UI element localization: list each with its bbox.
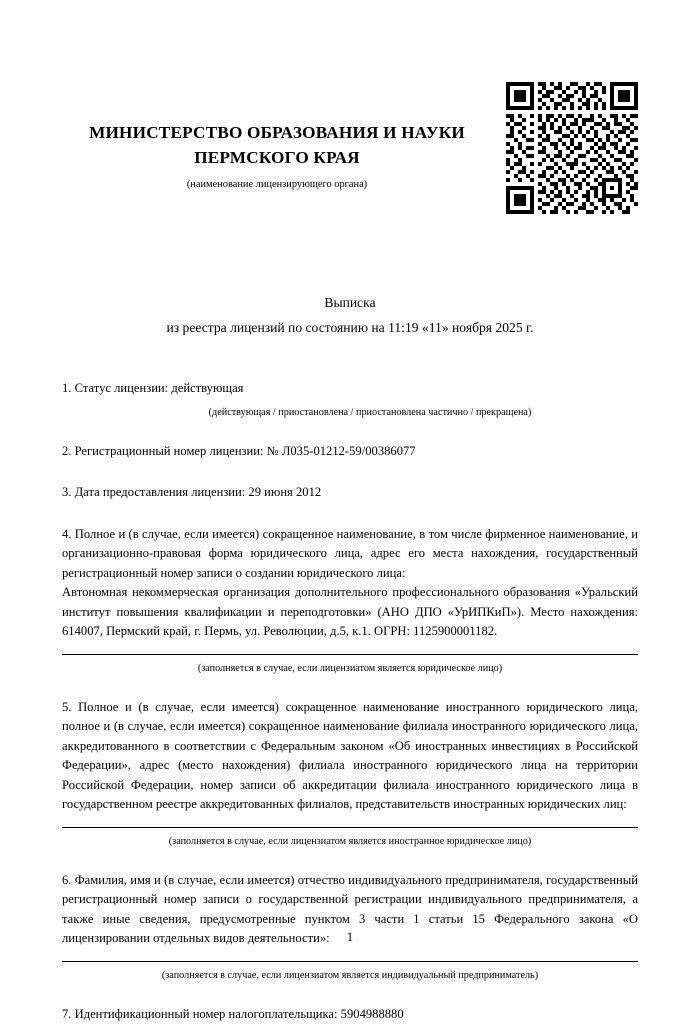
item-5-divider xyxy=(62,827,638,828)
title-line2: из реестра лицензий по состоянию на 11:19 «11» ноября 2025 г. xyxy=(62,317,638,339)
page-number: 1 xyxy=(0,930,700,945)
item-1-note: (действующая / приостановлена / приостановлена частично / прекращена) xyxy=(62,406,638,420)
item-3-label: 3. Дата предоставления лицензии: 29 июня 2012 xyxy=(62,483,638,503)
item-4-label: 4. Полное и (в случае, если имеется) сокращенное наименование, в том числе фирменное наименование, и организационно-правовая форма юридического лица, адрес его места нахождения, государственный регистрационный номер записи о создании юридического лица: xyxy=(62,525,638,584)
item-5-note: (заполняется в случае, если лицензиатом является иностранное юридическое лицо) xyxy=(62,835,638,849)
item-registration-number xyxy=(62,442,638,462)
item-5-label: 5. Полное и (в случае, если имеется) сокращенное наименование иностранного юридического лица, полное и (в случае, если имеется) сокращенное наименование филиала иностранного юридического лица, аккредитованного в соответствии с Федеральным законом «Об иностранных инвестициях в Российской Федерации», адрес (место нахождения) филиала иностранного юридического лица на территории Российской Федерации, номер записи об аккредитации филиала иностранного юридического лица в государственном реестре аккредитованных филиалов, представительств иностранных юридических лиц: xyxy=(62,698,638,815)
item-6-divider xyxy=(62,961,638,962)
document-title xyxy=(62,292,638,339)
item-taxpayer-number xyxy=(62,1005,638,1024)
item-individual-entrepreneur xyxy=(62,871,638,983)
item-legal-entity-name xyxy=(62,525,638,676)
licensing-authority-note: (наименование лицензирующего органа) xyxy=(62,178,492,192)
qr-code-icon xyxy=(506,82,638,214)
document-header xyxy=(62,0,492,192)
item-6-label: 6. Фамилия, имя и (в случае, если имеется) отчество индивидуального предпринимателя, государственный регистрационный номер записи о государственной регистрации индивидуального предпринимателя, а также иные сведения, предусмотренные пунктом 3 части 1 статьи 15 Федерального закона «О лицензировании отдельных видов деятельности»: xyxy=(62,871,638,949)
item-4-value: Автономная некоммерческая организация дополнительного профессионального образования «Уральский институт повышения квалификации и переподготовки» (АНО ДПО «УрИПКиП»). Место нахождения: 614007, Пермский край, г. Пермь, ул. Революции, д.5, к.1. ОГРН: 1125900001182. xyxy=(62,583,638,642)
item-license-status xyxy=(62,379,638,420)
item-foreign-entity xyxy=(62,698,638,849)
ministry-name-line2: ПЕРМСКОГО КРАЯ xyxy=(62,145,492,170)
item-4-divider xyxy=(62,654,638,655)
item-license-date xyxy=(62,483,638,503)
item-7-label: 7. Идентификационный номер налогоплательщика: 5904988880 xyxy=(62,1005,638,1024)
item-6-note: (заполняется в случае, если лицензиатом является индивидуальный предприниматель) xyxy=(62,969,638,983)
item-1-label: 1. Статус лицензии: действующая xyxy=(62,379,638,399)
item-2-label: 2. Регистрационный номер лицензии: № Л035-01212-59/00386077 xyxy=(62,442,638,462)
title-line1: Выписка xyxy=(62,292,638,314)
ministry-name-line1: МИНИСТЕРСТВО ОБРАЗОВАНИЯ И НАУКИ xyxy=(62,120,492,145)
item-4-note: (заполняется в случае, если лицензиатом является юридическое лицо) xyxy=(62,662,638,676)
